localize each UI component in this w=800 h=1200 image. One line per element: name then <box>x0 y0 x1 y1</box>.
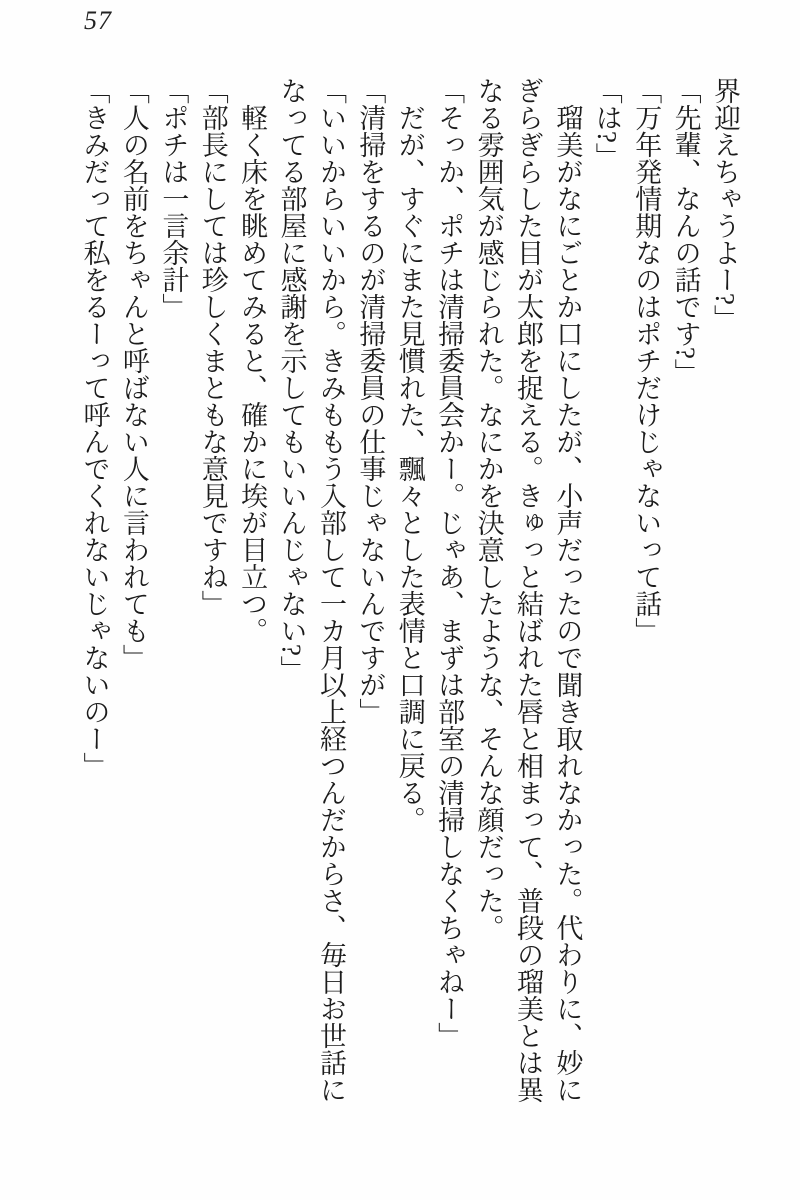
dialogue-line: 「ポチは一言余計」 <box>158 77 189 320</box>
dialogue-line: 「清掃をするのが清掃委員の仕事じゃないんですが」 <box>355 77 386 725</box>
dialogue-line: 「いいからいいから。きみももう入部して一カ月以上経つんだからさ、毎日お世話になってる部屋に感謝を示してもいいんじゃない?」 <box>276 77 346 1103</box>
narration-line: だが、すぐにまた見慣れた、飄々とした表情と口調に戻る。 <box>394 104 425 833</box>
dialogue-line: 「万年発情期なのはポチだけじゃないって話」 <box>631 77 662 644</box>
dialogue-line: 「は?」 <box>591 77 622 170</box>
dialogue-line: 「きみだって私をるーって呼んでくれないじゃないのー」 <box>79 77 110 779</box>
narration-line: 瑠美がなにごとか口にしたが、小声だったので聞き取れなかった。代わりに、妙にぎらぎらした目が太郎を捉える。きゅっと結ばれた唇と相まって、普段の瑠美とは異なる雰囲気が感じられた。なにかを決意したような、そんな顔だった。 <box>473 77 583 1103</box>
dialogue-line: 「人の名前をちゃんと呼ばない人に言われても」 <box>118 77 149 671</box>
vertical-text-block <box>74 77 744 1107</box>
dialogue-line: 「先輩、なんの話です?」 <box>670 77 701 386</box>
dialogue-line: 「部長にしては珍しくまともな意見ですね」 <box>197 77 228 617</box>
dialogue-line: 「そっか、ポチは清掃委員会かー。じゃあ、まずは部室の清掃しなくちゃねー」 <box>434 77 465 1049</box>
narration-line: 軽く床を眺めてみると、確かに埃が目立つ。 <box>237 104 268 644</box>
page-number: 57 <box>84 6 112 35</box>
continuation-line: 界迎えちゃうよー?」 <box>710 77 740 332</box>
